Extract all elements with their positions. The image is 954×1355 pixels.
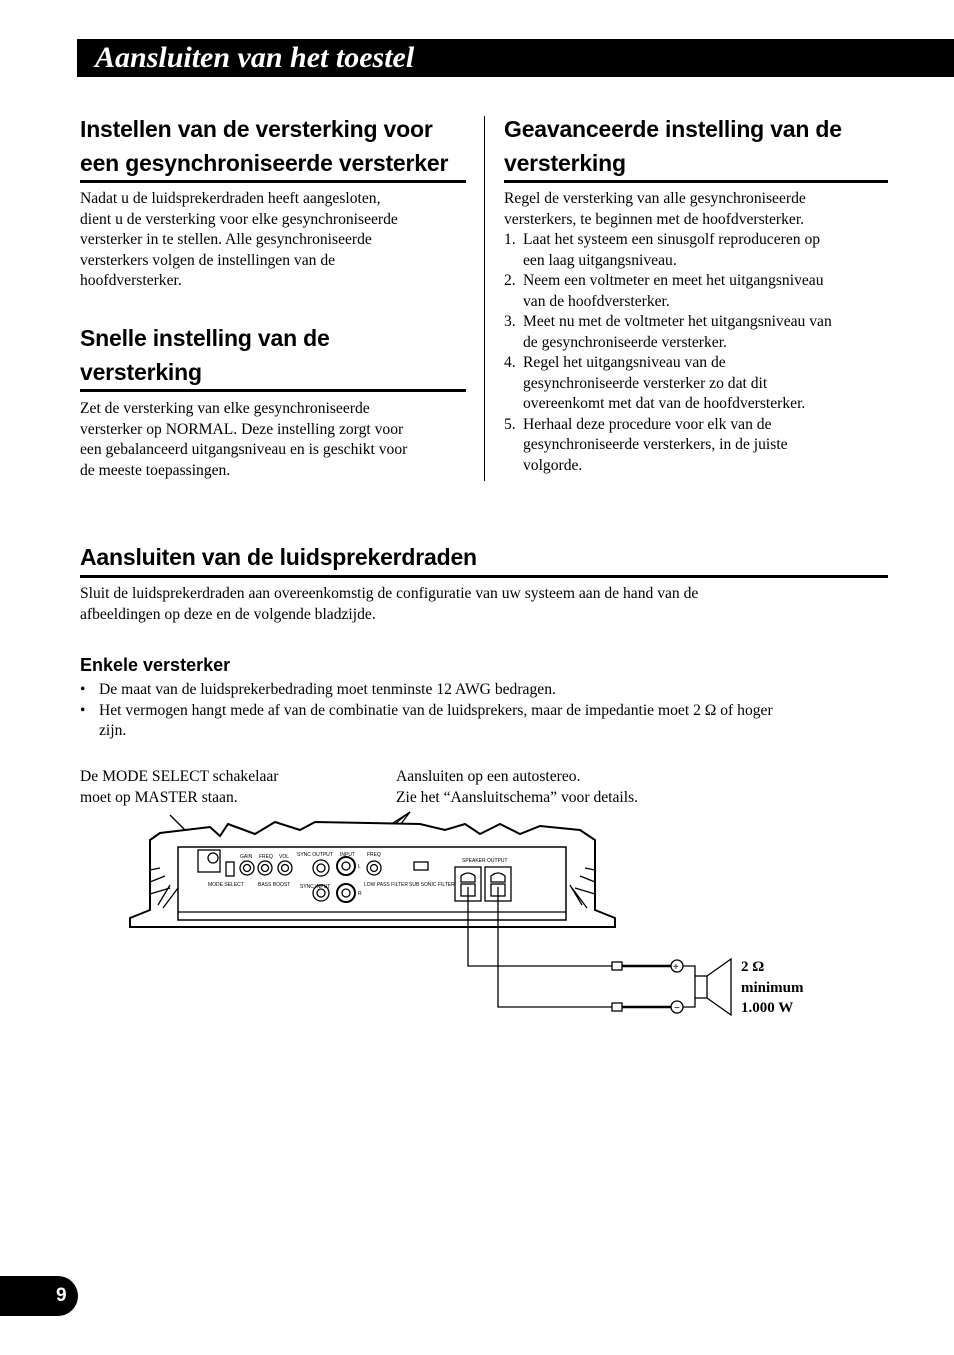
panel-label: SUB SONIC FILTER (409, 882, 455, 888)
speaker-spec: 2 Ω minimum 1.000 W (741, 959, 804, 1016)
speaker-magnet (695, 976, 707, 998)
panel-label: FREQ (367, 852, 381, 858)
heading-speaker-wires: Aansluiten van de luidsprekerdraden (80, 544, 477, 570)
caption-head-unit: Aansluiten op een autostereo. Zie het “Aansluitschema” voor details. (396, 768, 639, 806)
panel-label: L (358, 864, 361, 870)
heading-advanced-gain: Geavanceerde instelling van de versterking (504, 116, 842, 176)
panel-label: VOL (279, 854, 290, 860)
panel-label: GAIN (240, 854, 253, 860)
paragraph-speaker-wires: Sluit de luidsprekerdraden aan overeenkomstig de configuratie van uw systeem aan de hand van de afbeeldingen op deze en de volgende bladzijde. (80, 585, 699, 623)
list-item: 1. Laat het systeem een sinusgolf reproduceren op een laag uitgangsniveau. (504, 231, 821, 269)
list-item: • Het vermogen hangt mede af van de combinatie van de luidsprekers, maar de impedantie moet 2 Ω of hoger zijn. (80, 701, 773, 739)
panel-label: MODE SELECT (208, 882, 244, 888)
panel-label: R (358, 891, 362, 897)
panel-label: INPUT (340, 852, 355, 858)
panel-label: BASS BOOST (258, 882, 291, 888)
paragraph-sync-gain: Nadat u de luidsprekerdraden heeft aangesloten, dient u de versterking voor elke gesynchroniseerde versterker in te stellen. Alle gesynchroniseerde versterkers volgen de instellingen van de hoofdversterker. (80, 190, 398, 289)
list-item: 2. Neem een voltmeter en meet het uitgangsniveau van de hoofdversterker. (504, 272, 824, 310)
paragraph-advanced-intro: Regel de versterking van alle gesynchroniseerde versterkers, te beginnen met de hoofdversterker. (504, 190, 806, 228)
page-number-tab (0, 1276, 78, 1316)
list-item: 5. Herhaal deze procedure voor elk van de gesynchroniseerde versterkers, in de juiste volgorde. (504, 415, 788, 474)
panel-label: SPEAKER OUTPUT (462, 858, 508, 864)
paragraph-quick-gain: Zet de versterking van elke gesynchroniseerde versterker op NORMAL. Deze instelling zorgt voor een gebalanceerd uitgangsniveau en is geschikt voor de meeste toepassingen. (80, 400, 408, 479)
panel-label: FREQ (259, 854, 273, 860)
speaker-leads (622, 966, 671, 1007)
wire-ferrule (612, 962, 622, 970)
plus-sign: + (673, 962, 679, 973)
panel-label: SYNC OUTPUT (297, 852, 333, 858)
caption-mode-select: De MODE SELECT schakelaar moet op MASTER staan. (80, 768, 279, 806)
minus-sign: − (674, 1003, 680, 1014)
panel-label: LOW PASS FILTER (364, 882, 408, 888)
heading-quick-gain: Snelle instelling van de versterking (80, 325, 330, 385)
panel-label: SYNC INPUT (300, 884, 331, 890)
list-item: 3. Meet nu met de voltmeter het uitgangsniveau van de gesynchroniseerde versterker. (504, 313, 832, 351)
list-item: 4. Regel het uitgangsniveau van de gesynchroniseerde versterker zo dat dit overeenkomt met dat van de hoofdversterker. (504, 354, 806, 412)
subheading-single-amp: Enkele versterker (80, 655, 231, 675)
page-number: 9 (56, 1285, 67, 1306)
speaker-cone (707, 959, 731, 1015)
wire-ferrule (612, 1003, 622, 1011)
page-title: Aansluiten van het toestel (95, 41, 415, 74)
heading-sync-gain: Instellen van de versterking voor een gesynchroniseerde versterker (80, 116, 449, 176)
list-item: • De maat van de luidsprekerbedrading moet tenminste 12 AWG bedragen. (80, 681, 556, 698)
